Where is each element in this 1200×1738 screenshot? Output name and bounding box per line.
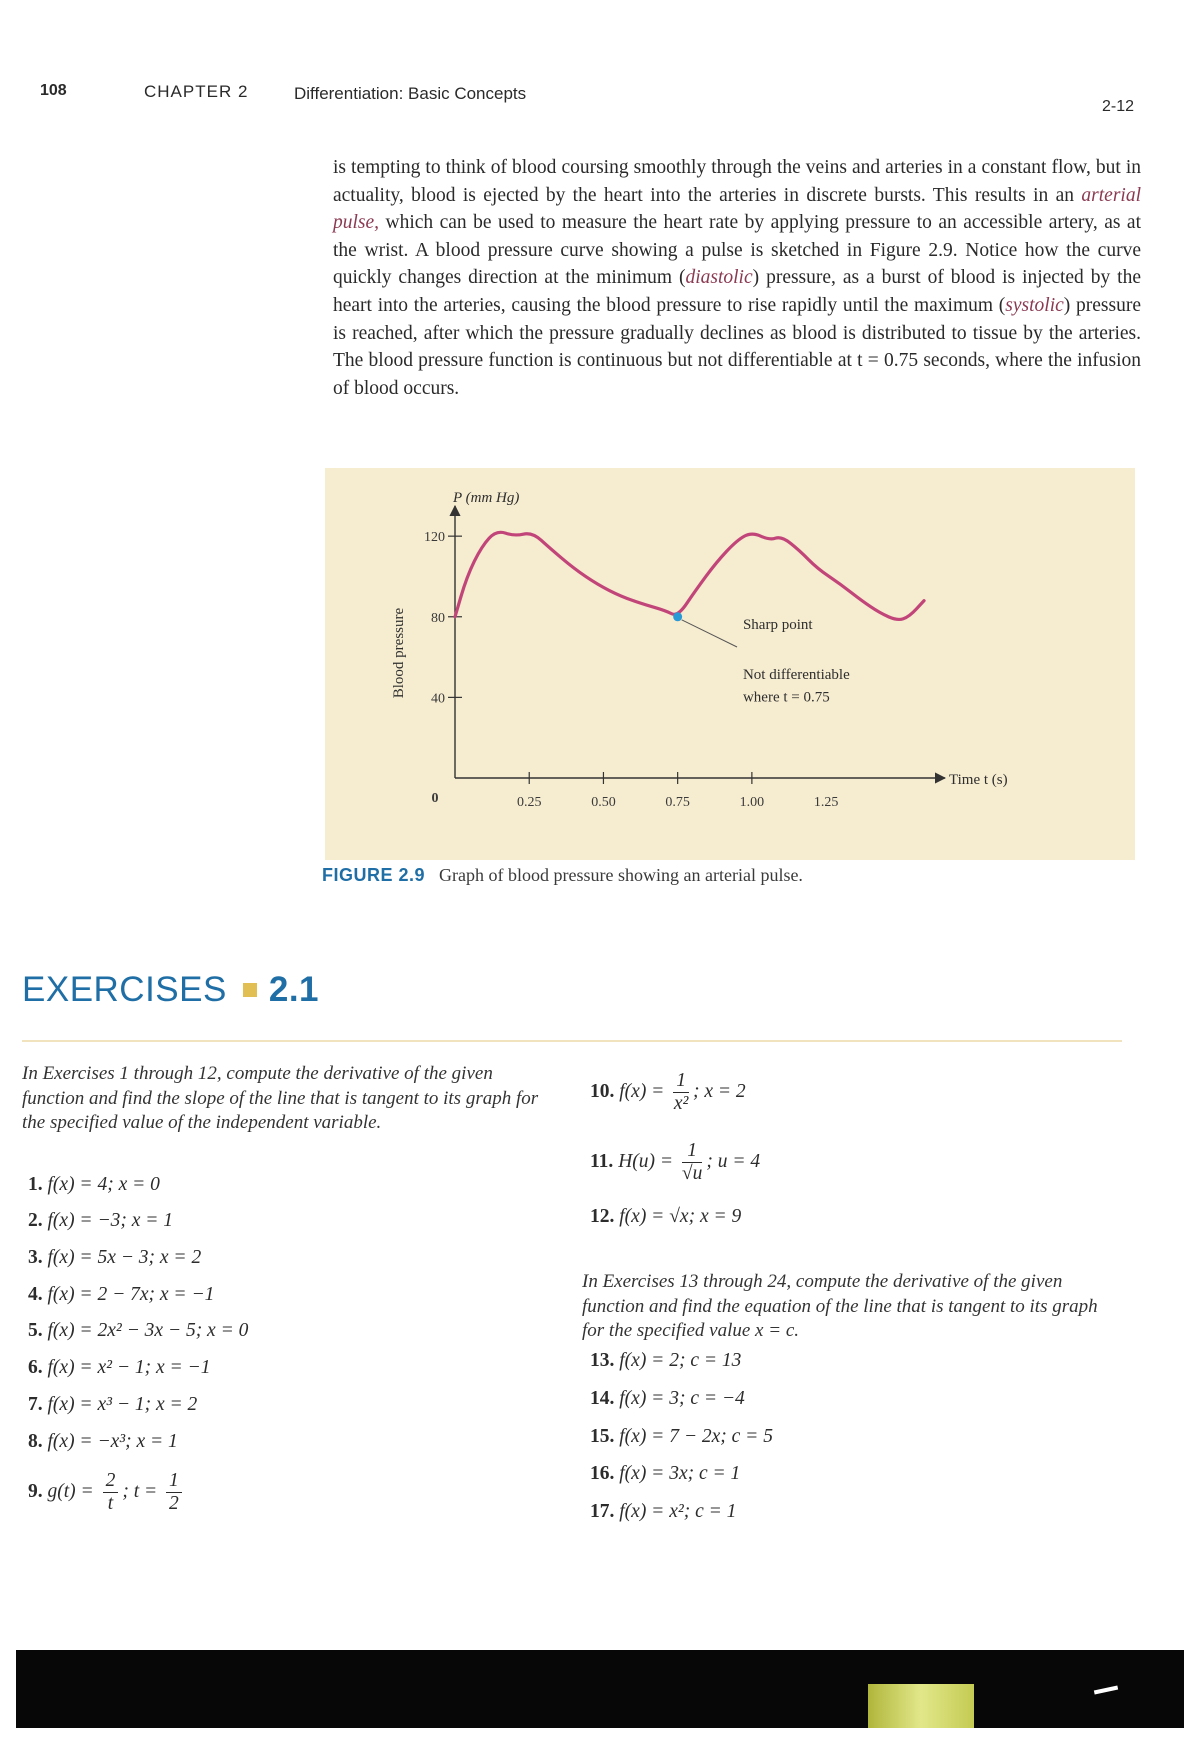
exercise-number: 8.	[28, 1431, 43, 1452]
page-number: 108	[40, 82, 67, 99]
fraction	[166, 1470, 182, 1515]
fraction	[673, 1070, 689, 1115]
exercise-expression: f(x) = −3; x = 1	[47, 1210, 174, 1231]
exercise-expression: f(x) = 3; c = −4	[619, 1388, 745, 1409]
paragraph-text: ) pressure, as a burst of blood is injected by the heart into the arteries, causing the blood pressure to rise rapidly until the maximum (	[333, 267, 1141, 316]
sharp-point-marker	[673, 612, 682, 621]
exercise-expression: f(x) = √x; x = 9	[619, 1206, 742, 1227]
exercise-number: 5.	[28, 1320, 43, 1341]
exercise-lhs: g(t) =	[47, 1480, 94, 1502]
exercise-expression: f(x) = 7 − 2x; c = 5	[619, 1426, 773, 1447]
annotation-leader	[682, 620, 737, 647]
exercise-number: 1.	[28, 1174, 43, 1195]
exercise-item	[590, 1463, 740, 1485]
figure-label: FIGURE 2.9	[322, 865, 426, 885]
exercise-item	[590, 1070, 746, 1115]
x-tick-label: 0.75	[665, 795, 690, 810]
exercise-number: 2.	[28, 1210, 43, 1231]
exercise-expression: f(x) = 2x² − 3x − 5; x = 0	[47, 1320, 249, 1341]
exercise-number: 7.	[28, 1394, 43, 1415]
body-paragraph	[333, 154, 1141, 402]
x-tick-label: 0.50	[591, 795, 616, 810]
y-tick-label: 120	[424, 530, 445, 546]
exercise-lhs: H(u) =	[618, 1150, 674, 1172]
fraction	[103, 1470, 119, 1515]
heading-divider	[22, 1040, 1122, 1042]
section-code: 2-12	[1102, 98, 1135, 115]
footer-bar	[16, 1650, 1184, 1728]
figure-frame	[325, 468, 1135, 860]
exercise-expression: f(x) = x² − 1; x = −1	[47, 1357, 211, 1378]
x-tick-label: 1.25	[813, 795, 839, 810]
exercise-item	[590, 1388, 745, 1410]
exercise-item	[28, 1284, 214, 1306]
pressure-curve	[455, 532, 924, 619]
figure-caption-text: Graph of blood pressure showing an arterial pulse.	[439, 865, 803, 885]
exercise-number: 6.	[28, 1357, 43, 1378]
paragraph-text: ) pressure is reached, after which the pressure gradually declines as blood is distributed to tissue by the arteries. The blood pressure function is continuous but not differentiable at t = 0.75 seconds, where the infusion of blood occurs.	[333, 294, 1141, 399]
fraction-denominator: x²	[673, 1093, 689, 1114]
fraction-denominator: √u	[681, 1163, 703, 1184]
exercise-number: 11.	[590, 1150, 614, 1172]
fraction-numerator: 1	[166, 1470, 182, 1493]
exercise-number: 4.	[28, 1284, 43, 1305]
exercises-heading-word: EXERCISES	[22, 970, 227, 1009]
exercise-number: 14.	[590, 1388, 615, 1409]
exercises-heading-number: 2.1	[268, 970, 320, 1009]
chapter-label: CHAPTER 2	[144, 82, 249, 101]
exercise-number: 16.	[590, 1463, 615, 1484]
y-axis-label: P (mm Hg)	[453, 490, 520, 506]
fraction	[682, 1140, 702, 1185]
fraction-numerator: 1	[682, 1140, 702, 1163]
y-axis-side-label: Blood pressure	[391, 607, 407, 699]
fraction-denominator: t	[107, 1493, 114, 1514]
fraction-numerator: 2	[103, 1470, 119, 1493]
instructions-1-12: In Exercises 1 through 12, compute the derivative of the given function and find the slope of the line that is tangent to its graph for the specified value of the independent variable.	[22, 1063, 539, 1133]
annotation-sharp-point: Sharp point	[742, 616, 813, 633]
exercise-expression: f(x) = −x³; x = 1	[47, 1431, 178, 1452]
italic-term: diastolic	[685, 267, 753, 289]
paragraph-text: which can be used to measure the heart rate by applying pressure to an accessible artery, as at the wrist. A blood pressure curve showing a pulse is sketched in Figure 2.9. Notice how the curve quickly changes direction at the minimum (	[333, 212, 1141, 289]
blood-pressure-chart	[325, 468, 1135, 860]
italic-term: arterial pulse,	[333, 184, 1141, 234]
heading-square-icon	[243, 983, 257, 997]
exercise-item	[590, 1206, 741, 1228]
exercise-middle: ; t =	[122, 1480, 158, 1502]
exercise-item	[590, 1140, 760, 1185]
x-tick-label: 1.00	[739, 795, 765, 810]
paragraph-text: is tempting to think of blood coursing smoothly through the veins and arteries in a constant flow, but in actuality, blood is ejected by the heart into the arteries in discrete bursts. This results in an	[333, 157, 1141, 206]
exercise-expression: f(x) = 2; c = 13	[619, 1350, 742, 1371]
annotation-not-differentiable: where t = 0.75	[742, 689, 830, 706]
y-tick-label: 40	[431, 691, 445, 707]
chapter-title: Differentiation: Basic Concepts	[294, 84, 527, 103]
exercise-expression: f(x) = x²; c = 1	[619, 1501, 737, 1522]
exercise-item	[28, 1320, 248, 1342]
exercise-item	[590, 1501, 736, 1523]
exercise-expression: f(x) = 5x − 3; x = 2	[47, 1247, 202, 1268]
italic-term: systolic	[1005, 294, 1064, 316]
exercise-expression: f(x) = 4; x = 0	[47, 1174, 160, 1195]
exercise-expression: f(x) = 3x; c = 1	[619, 1463, 741, 1484]
y-tick-label: 80	[431, 610, 445, 626]
fraction-numerator: 1	[673, 1070, 689, 1093]
exercise-number: 10.	[590, 1080, 615, 1102]
exercise-item	[28, 1394, 197, 1416]
exercise-item	[590, 1426, 773, 1448]
exercise-number: 13.	[590, 1350, 615, 1371]
footer-swatch	[868, 1684, 974, 1728]
exercise-number: 15.	[590, 1426, 615, 1447]
exercise-number: 12.	[590, 1206, 615, 1227]
origin-label: 0	[431, 791, 439, 806]
exercise-item	[28, 1431, 178, 1453]
exercise-lhs: f(x) =	[619, 1080, 665, 1102]
x-axis-label: Time t (s)	[949, 772, 1008, 788]
instructions-13-24: In Exercises 13 through 24, compute the derivative of the given function and find the equation of the line that is tangent to its graph for the specified value x = c.	[582, 1271, 1098, 1341]
exercise-number: 17.	[590, 1501, 615, 1522]
exercise-item	[28, 1470, 186, 1515]
exercise-item	[28, 1357, 210, 1379]
exercise-rest: ; x = 2	[692, 1080, 746, 1102]
fraction-denominator: 2	[169, 1493, 179, 1514]
exercises-heading	[22, 970, 319, 1010]
exercise-item	[28, 1174, 160, 1196]
exercise-number: 3.	[28, 1247, 43, 1268]
figure-caption	[322, 865, 803, 886]
exercise-expression: f(x) = 2 − 7x; x = −1	[47, 1284, 215, 1305]
exercise-number: 9.	[28, 1480, 43, 1502]
exercise-item	[28, 1210, 173, 1232]
annotation-not-differentiable: Not differentiable	[742, 667, 850, 684]
exercise-rest: ; u = 4	[706, 1150, 761, 1172]
exercise-item	[590, 1350, 741, 1372]
exercise-item	[28, 1247, 201, 1269]
x-tick-label: 0.25	[516, 795, 542, 810]
exercise-expression: f(x) = x³ − 1; x = 2	[47, 1394, 198, 1415]
